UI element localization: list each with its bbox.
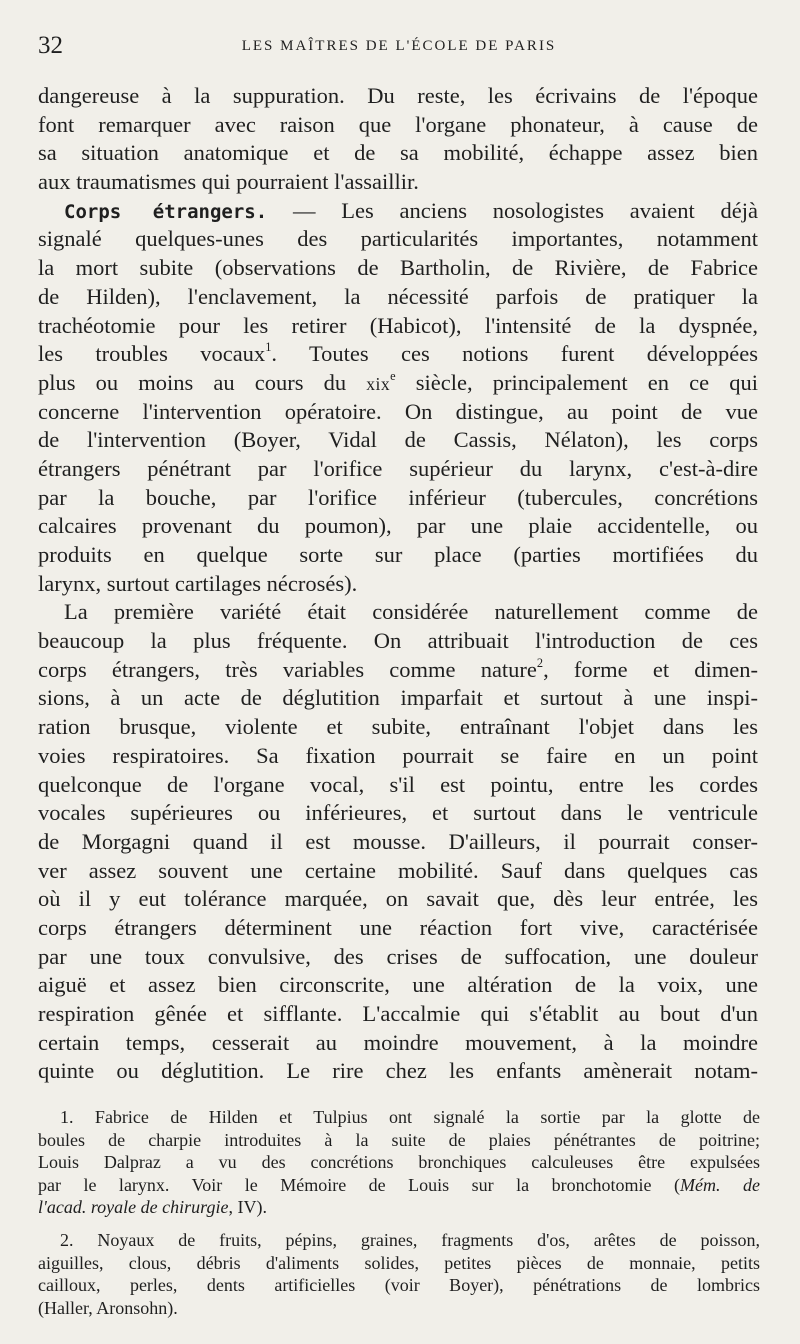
text-line: ver assez souvent une certaine mobilité. Sauf dans quelques cas	[38, 857, 758, 883]
text-line: vocales supérieures ou inférieures, et surtout dans le ventricule	[38, 800, 758, 826]
text-span: plus ou moins au cours du	[38, 369, 367, 395]
text-line: concerne l'intervention opératoire. On distingue, au point de vue	[38, 398, 758, 424]
text-line: calcaires provenant du poumon), par une plaie accidentelle, ou	[38, 513, 758, 539]
text-line: de l'intervention (Boyer, Vidal de Cassis, Nélaton), les corps	[38, 427, 758, 453]
footnote-line: 2. Noyaux de fruits, pépins, graines, fragments d'os, arêtes de poisson,	[60, 1229, 760, 1250]
text-line: quinte ou déglutition. Le rire chez les enfants amènerait notam-	[38, 1058, 758, 1084]
text-span: — Les anciens nosologistes avaient déjà	[267, 197, 758, 223]
text-line: dangereuse à la suppuration. Du reste, les écrivains de l'époque	[38, 83, 758, 108]
text-line: par la bouche, par l'orifice inférieur (tubercules, concrétions	[38, 484, 758, 510]
text-span: les troubles vocaux	[38, 341, 266, 367]
text-line: corps étrangers déterminent une réaction fort vive, caractérisée	[38, 914, 758, 940]
footnotes	[38, 1106, 760, 1319]
text-line	[38, 369, 758, 398]
section-heading: Corps étrangers.	[64, 200, 268, 223]
text-line: trachéotomie pour les retirer (Habicot), l'intensité de la dyspnée,	[38, 312, 758, 338]
footnote-line: Louis Dalpraz a vu des concrétions bronchiques calculeuses être expulsées	[38, 1152, 760, 1173]
citation-italic: Mém. de	[680, 1174, 760, 1195]
body-text	[38, 82, 758, 1086]
text-line: ration brusque, violente et subite, entraînant l'objet dans les	[38, 714, 758, 740]
text-line: sa situation anatomique et de sa mobilité, échappe assez bien	[38, 140, 758, 166]
text-span: par le larynx. Voir le Mémoire de Louis sur la bronchotomie (	[38, 1174, 681, 1195]
text-span: , IV).	[228, 1197, 267, 1218]
footnote-line: 1. Fabrice de Hilden et Tulpius ont signalé la sortie par la glotte de	[60, 1107, 760, 1127]
page-header	[38, 32, 760, 62]
text-line: étrangers pénétrant par l'orifice supérieur du larynx, c'est-à-dire	[38, 455, 758, 481]
text-line: quelconque de l'organe vocal, s'il est pointu, entre les cordes	[38, 771, 758, 797]
footnote-line: boules de charpie introduites à la suite de plaies pénétrantes de poitrine;	[38, 1129, 760, 1150]
text-line: la mort subite (observations de Bartholin, de Rivière, de Fabrice	[38, 255, 758, 281]
text-line: aiguë et assez bien circonscrite, une altération de la voix, une	[38, 972, 758, 998]
citation-italic: l'acad. royale de chirurgie	[38, 1197, 229, 1218]
text-line: produits en quelque sorte sur place (parties mortifiées du	[38, 542, 758, 567]
text-line: voies respiratoires. Sa fixation pourrait se faire en un point	[38, 742, 758, 768]
text-line: beaucoup la plus fréquente. On attribuait l'introduction de ces	[38, 628, 758, 654]
text-line: larynx, surtout cartilages nécrosés).	[38, 570, 358, 596]
running-title: LES MAÎTRES DE L'ÉCOLE DE PARIS	[241, 38, 557, 54]
footnote-line	[38, 1196, 760, 1219]
footnote-gap	[38, 1219, 760, 1229]
text-span: siècle, principalement en ce qui	[395, 369, 758, 395]
text-span: corps étrangers, très variables comme nature	[38, 656, 537, 682]
text-line: certain temps, cesserait au moindre mouvement, à la moindre	[38, 1029, 758, 1055]
text-line: sions, à un acte de déglutition imparfait et surtout à une inspi-	[38, 685, 758, 711]
text-line: signalé quelques-unes des particularités importantes, notamment	[38, 226, 758, 252]
section-heading-line	[38, 197, 758, 226]
footnote-line: aiguilles, clous, débris d'aliments solides, petites pièces de monnaie, petits	[38, 1252, 760, 1273]
text-line: respiration gênée et sifflante. L'accalmie qui s'établit au bout d'un	[38, 1001, 758, 1026]
text-line: aux traumatismes qui pourraient l'assaillir.	[38, 169, 419, 195]
text-line: de Hilden), l'enclavement, la nécessité parfois de pratiquer la	[38, 283, 758, 309]
text-line: font remarquer avec raison que l'organe phonateur, à cause de	[38, 111, 758, 137]
text-span: , forme et dimen-	[543, 656, 758, 682]
century-numeral: xix	[366, 373, 391, 394]
text-line: La première variété était considérée naturellement comme de	[64, 599, 758, 625]
text-line: par une toux convulsive, des crises de suffocation, une douleur	[38, 943, 758, 969]
text-span: . Toutes ces notions furent développées	[271, 341, 758, 367]
footnote-ref: 2	[536, 655, 544, 670]
text-line	[38, 340, 758, 369]
footnote-line: cailloux, perles, dents artificielles (voir Boyer), pénétrations de lombrics	[38, 1275, 760, 1296]
text-line: où il y eut tolérance marquée, on savait que, dès leur entrée, les	[38, 886, 758, 912]
text-line	[38, 656, 758, 685]
page-number: 32	[38, 32, 63, 59]
footnote-line	[38, 1174, 760, 1197]
footnote-line: (Haller, Aronsohn).	[38, 1297, 178, 1318]
ordinal-suffix: e	[390, 368, 396, 383]
footnote-ref: 1	[265, 340, 272, 355]
text-line: de Morgagni quand il est mousse. D'ailleurs, il pourrait conser-	[38, 828, 758, 854]
